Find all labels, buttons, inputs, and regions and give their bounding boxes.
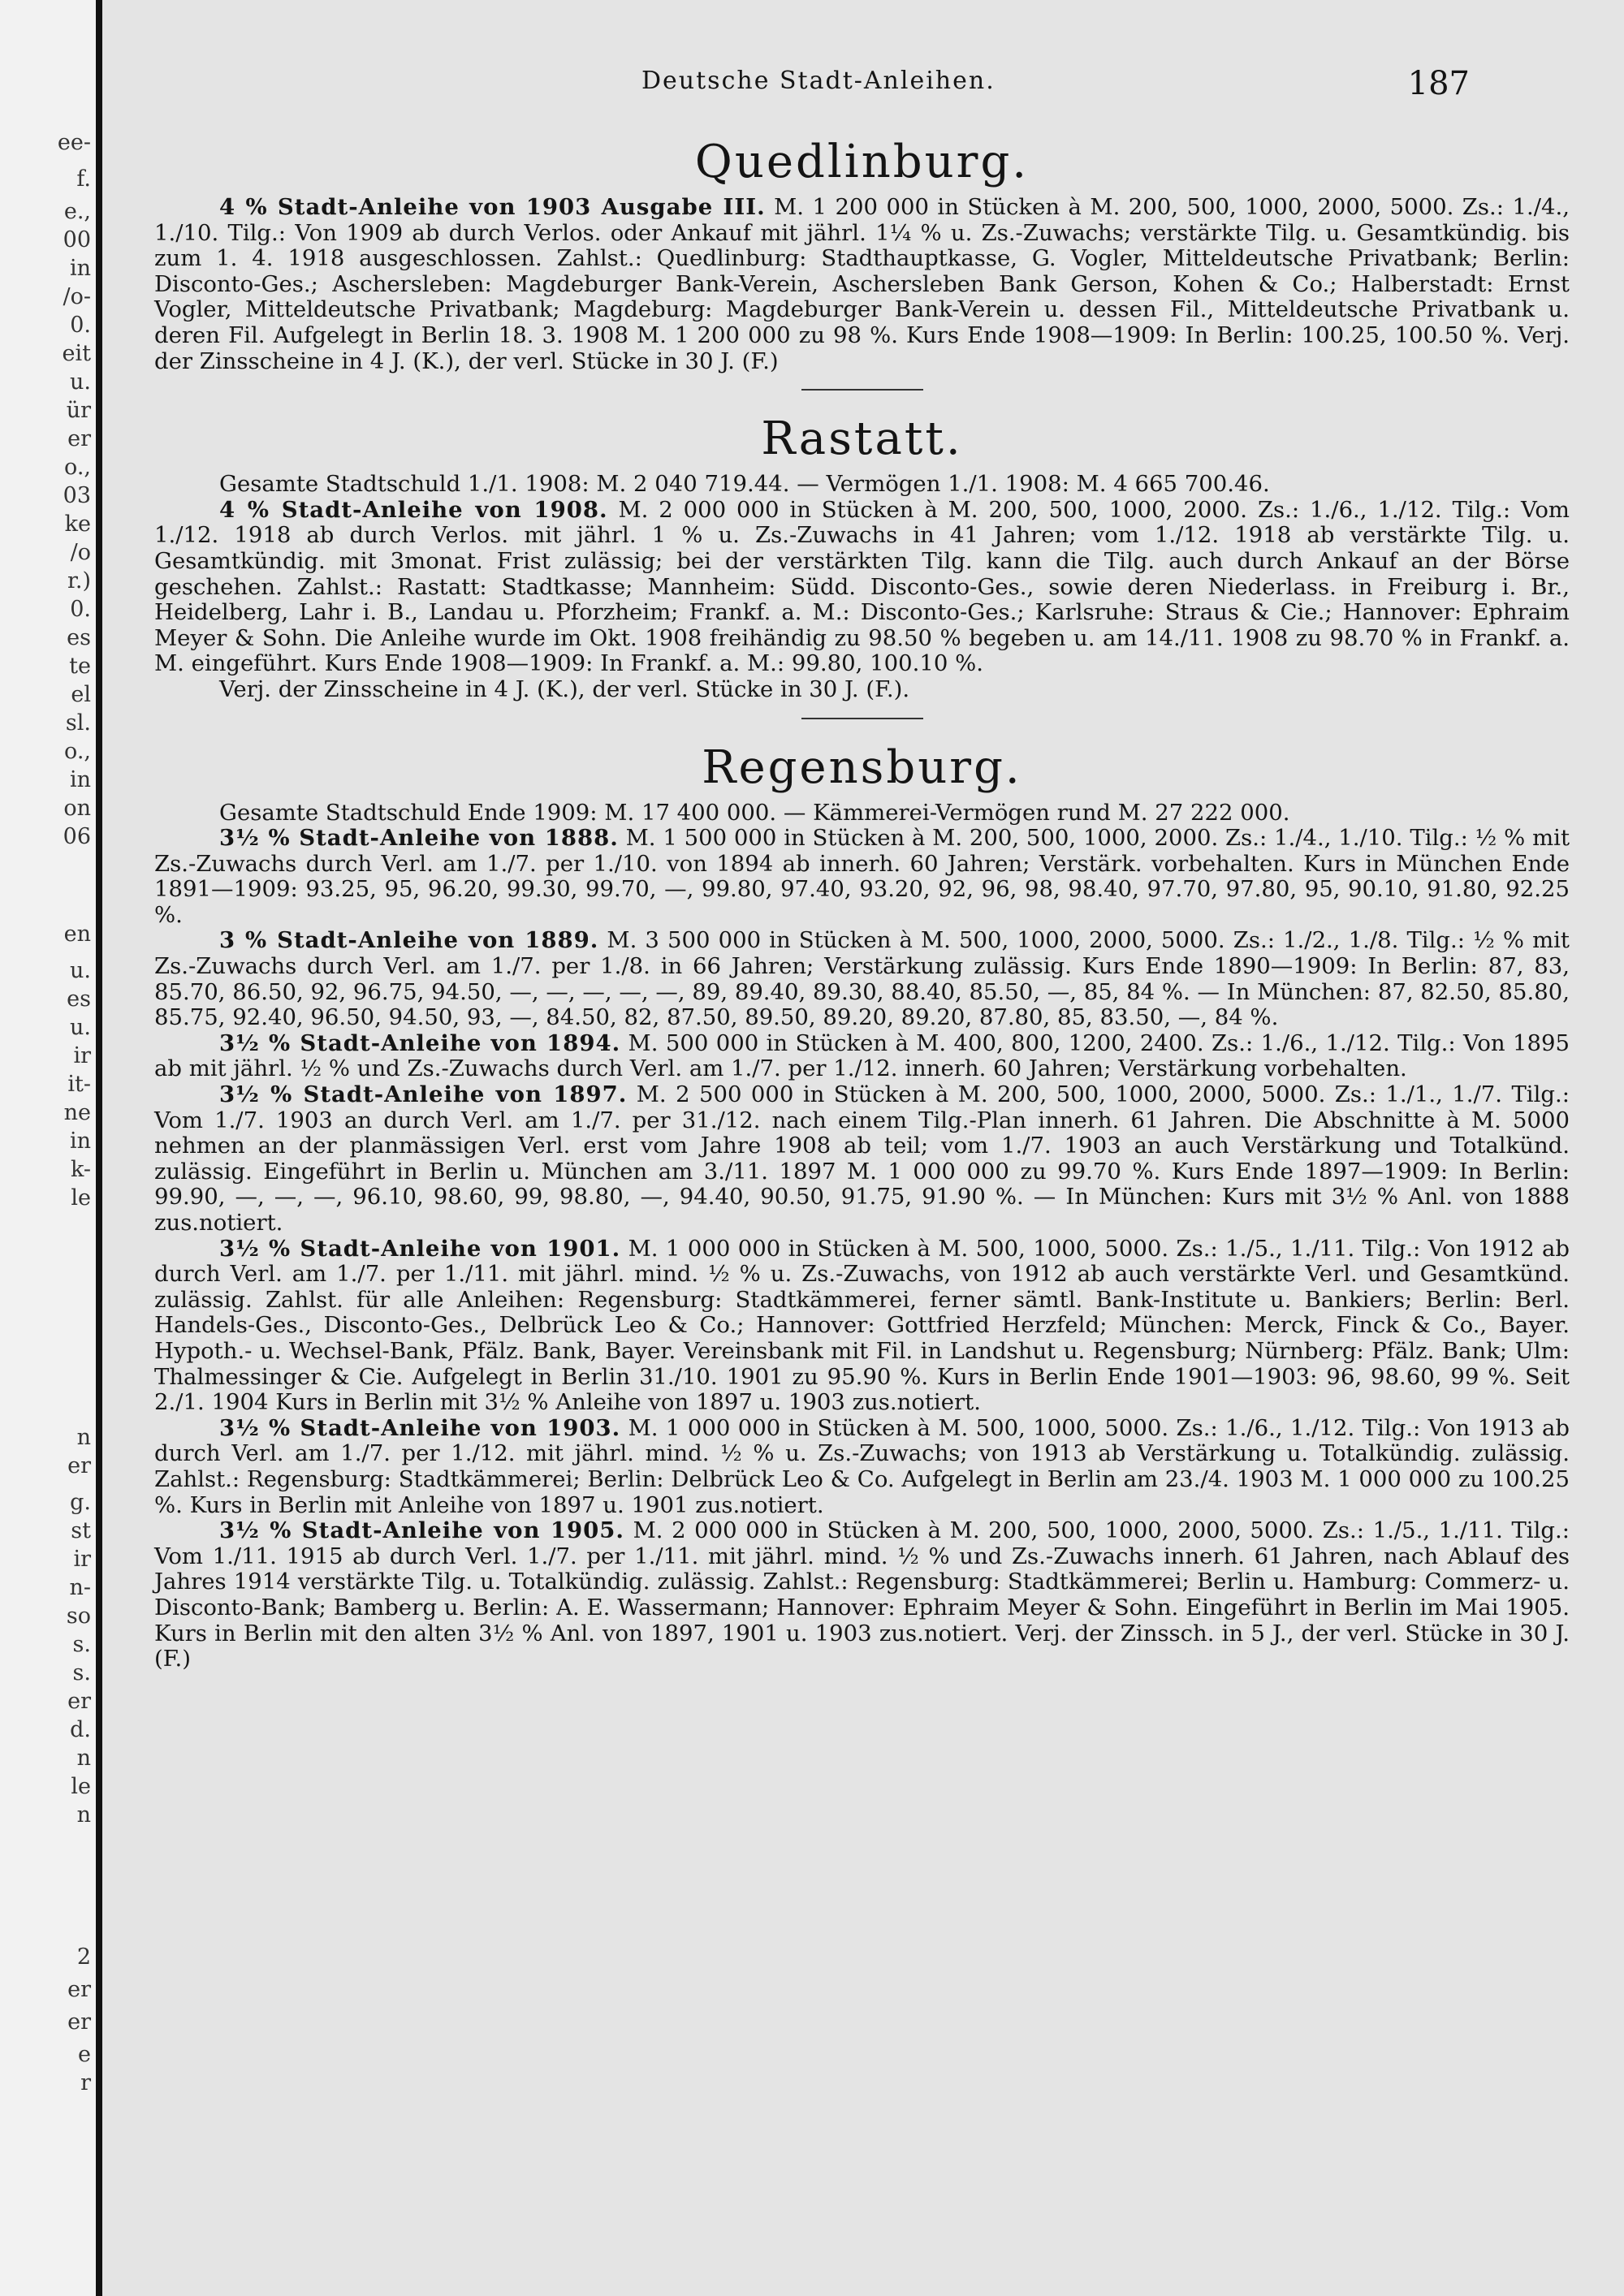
margin-fragment: on (63, 796, 91, 821)
margin-fragment: n (76, 1746, 91, 1771)
margin-fragment: ir (73, 1043, 91, 1068)
margin-fragment: in (69, 256, 91, 281)
margin-fragment: 0. (70, 597, 91, 622)
paragraph-text: M. 1 000 000 in Stücken à M. 500, 1000, 5000. Zs.: 1./5., 1./11. Tilg.: Von 1912 ab durch Verl. am 1./7. per 1./11. mit jährl. mind. ½ % u. Zs.-Zuwachs, von 1912 ab auch verstärkte Verl. und Gesamtkünd. zulässig. Zahlst. für alle Anleihen: Regensburg: Stadtkämmerei, ferner sämtl. Bank-Institute u. Bankiers; Berlin: Berl. Handels-Ges., Disconto-Ges., Delbrück Leo & Co.; Hannover: Gottfried Herzfeld; München: Merck, Finck & Co., Bayer. Hypoth.- u. Wechsel-Bank, Pfälz. Bank, Bayer. Vereinsbank mit Fil. in Landshut u. Regensburg; Nürnberg: Pfälz. Bank; Ulm: Thalmessinger & Cie. Aufgelegt in Berlin 31./10. 1901 zu 95.90 %. Kurs in Berlin Ende 1901—1903: 96, 98.60, 99 %. Seit 2./1. 1904 Kurs in Berlin mit 3½ % Anleihe von 1897 u. 1903 zus.notiert. (154, 1235, 1570, 1416)
margin-fragment: er (67, 1689, 91, 1714)
section-title-rastatt: Rastatt. (761, 412, 963, 466)
paragraph (154, 472, 1570, 498)
margin-fragment: n (76, 1802, 91, 1828)
paragraph (154, 928, 1570, 1030)
margin-fragment: u. (70, 958, 91, 983)
paragraph (154, 826, 1570, 928)
margin-fragment: s. (72, 1660, 91, 1685)
margin-fragment: k- (70, 1157, 91, 1182)
margin-fragment: s. (72, 1632, 91, 1657)
margin-fragment: el (71, 682, 91, 707)
margin-fragment: in (69, 767, 91, 792)
margin-fragment: 03 (63, 483, 91, 508)
margin-fragment: ür (66, 398, 91, 423)
margin-fragment: sl. (65, 710, 91, 736)
margin-fragment: er (67, 2009, 91, 2035)
loan-heading: 3½ % Stadt-Anleihe von 1897. (219, 1081, 628, 1108)
paragraph (154, 1518, 1570, 1672)
margin-fragment: er (67, 426, 91, 451)
margin-fragment: e., (63, 199, 91, 224)
paragraph (154, 1416, 1570, 1518)
loan-heading: 3½ % Stadt-Anleihe von 1894. (219, 1029, 621, 1056)
margin-fragment: le (71, 1774, 91, 1799)
margin-fragment: 06 (63, 824, 91, 849)
margin-fragment: r.) (67, 568, 91, 593)
margin-fragment: o., (64, 739, 91, 764)
margin-fragment: o., (64, 455, 91, 480)
margin-fragment: eit (62, 341, 91, 366)
paragraph-text: M. 2 000 000 in Stücken à M. 200, 500, 1000, 2000, 5000. Zs.: 1./5., 1./11. Tilg.: Vom 1./11. 1915 ab durch Verl. 1./7. per 1./11. mit jährl. mind. ½ % und Zs.-Zuwachs innerh. 61 Jahren, nach Ablauf des Jahres 1914 verstärkte Tilg. u. Totalkündig. zulässig. Zahlst.: Regensburg: Stadtkämmerei; Berlin u. Hamburg: Commerz- u. Disconto-Bank; Bamberg u. Berlin: A. E. Wassermann; Hannover: Ephraim Meyer & Sohn. Eingeführt in Berlin im Mai 1905. Kurs in Berlin mit den alten 3½ % Anl. von 1897, 1901 u. 1903 zus.notiert. Verj. der Zinssch. in 5 J., der verl. Stücke in 30 J. (F.) (154, 1517, 1570, 1672)
margin-fragment: n (76, 1425, 91, 1450)
page-number: 187 (1407, 65, 1470, 102)
margin-fragment: te (69, 654, 91, 679)
margin-fragment: u. (70, 369, 91, 395)
margin-fragment: e (78, 2042, 91, 2067)
margin-fragment: en (63, 921, 91, 947)
paragraph-text: Gesamte Stadtschuld 1./1. 1908: M. 2 040 719.44. — Vermögen 1./1. 1908: M. 4 665 700.46. (219, 471, 1270, 498)
paragraph-text: Gesamte Stadtschuld Ende 1909: M. 17 400 000. — Kämmerei-Vermögen rund M. 27 222 000. (219, 799, 1290, 826)
margin-fragment: ir (73, 1547, 91, 1572)
paragraph (154, 677, 1570, 703)
running-head: Deutsche Stadt-Anleihen. (641, 67, 996, 95)
margin-fragment: ke (64, 511, 91, 537)
paragraph (154, 801, 1570, 826)
paragraph-text: Verj. der Zinsscheine in 4 J. (K.), der verl. Stücke in 30 J. (F.). (219, 675, 910, 702)
paragraph (154, 195, 1570, 374)
loan-heading: 3½ % Stadt-Anleihe von 1903. (219, 1414, 621, 1441)
margin-fragment: er (67, 1977, 91, 2002)
margin-fragment: 2 (76, 1944, 91, 1970)
loan-heading: 3½ % Stadt-Anleihe von 1888. (219, 825, 619, 852)
paragraph (154, 1082, 1570, 1236)
margin-fragment: st (71, 1518, 91, 1543)
margin-fragment: ne (63, 1100, 91, 1125)
page (102, 0, 1624, 2296)
margin-fragment: 00 (63, 227, 91, 252)
margin-fragment: it- (67, 1072, 91, 1097)
text-column (154, 130, 1570, 1672)
loan-heading: 4 % Stadt-Anleihe von 1903 Ausgabe III. (219, 194, 766, 220)
margin-fragment: le (71, 1185, 91, 1211)
paragraph-text: M. 2 000 000 in Stücken à M. 200, 500, 1000, 2000. Zs.: 1./6., 1./12. Tilg.: Vom 1./12. 1918 ab durch Verlos. mit jährl. 1 % u. Zs.-Zuwachs in 41 Jahren; vom 1./12. 1918 ab verstärkte Tilg. u. Gesamtkündig. mit 3monat. Frist zulässig; bei der verstärkten Tilg. kann die Tilg. auch durch Ankauf an der Börse geschehen. Zahlst.: Rastatt: Stadtkasse; Mannheim: Südd. Disconto-Ges., sowie deren Niederlass. in Freiburg i. Br., Heidelberg, Lahr i. B., Landau u. Pforzheim; Frankf. a. M.: Disconto-Ges.; Karlsruhe: Straus & Cie.; Hannover: Ephraim Meyer & Sohn. Die Anleihe wurde im Okt. 1908 freihändig zu 98.50 % begeben u. am 14./11. 1908 zu 98.70 % in Frankf. a. M. eingeführt. Kurs Ende 1908—1909: In Frankf. a. M.: 99.80, 100.10 %. (154, 496, 1570, 677)
paragraph-text: M. 1 200 000 in Stücken à M. 200, 500, 1000, 2000, 5000. Zs.: 1./4., 1./10. Tilg.: Von 1909 ab durch Verlos. oder Ankauf mit jährl. 1¼ % u. Zs.-Zuwachs; verstärkte Tilg. u. Gesamtkündig. bis zum 1. 4. 1918 ausgeschlossen. Zahlst.: Quedlinburg: Stadthauptkasse, G. Vogler, Mitteldeutsche Privatbank; Berlin: Disconto-Ges.; Aschersleben: Magdeburger Bank-Verein, Aschersleben Bank Gerson, Kohen & Co.; Halberstadt: Ernst Vogler, Mitteldeutsche Privatbank; Magdeburg: Magdeburger Bank-Verein u. dessen Fil., Mitteldeutsche Privatbank u. deren Fil. Aufgelegt in Berlin 18. 3. 1908 M. 1 200 000 zu 98 %. Kurs Ende 1908—1909: In Berlin: 100.25, 100.50 %. Verj. der Zinsscheine in 4 J. (K.), der verl. Stücke in 30 J. (F.) (154, 194, 1570, 374)
margin-fragment: es (67, 986, 91, 1012)
paragraph (154, 1031, 1570, 1082)
margin-fragment: in (69, 1129, 91, 1154)
margin-fragment: es (67, 625, 91, 650)
section-divider (801, 718, 923, 719)
paragraph-text: M. 1 500 000 in Stücken à M. 200, 500, 1000, 2000. Zs.: 1./4., 1./10. Tilg.: ½ % mit Zs.-Zuwachs durch Verl. am 1./7. per 1./10. von 1894 ab innerh. 60 Jahren; Verstärk. vorbehalten. Kurs in München Ende 1891—1909: 93.25, 95, 96.20, 99.30, 99.70, —, 99.80, 97.40, 93.20, 92, 96, 98, 98.40, 97.70, 97.80, 95, 90.10, 91.80, 92.25 %. (154, 825, 1570, 928)
paragraph-text: M. 1 000 000 in Stücken à M. 500, 1000, 5000. Zs.: 1./6., 1./12. Tilg.: Von 1913 ab durch Verl. am 1./7. per 1./12. mit jährl. mind. ½ % u. Zs.-Zuwachs; von 1913 ab Verstärkung u. Totalkündig. zulässig. Zahlst.: Regensburg: Stadtkämmerei; Berlin: Delbrück Leo & Co. Aufgelegt in Berlin am 23./4. 1903 M. 1 000 000 zu 100.25 %. Kurs in Berlin mit Anleihe von 1897 u. 1901 zus.notiert. (154, 1414, 1570, 1518)
loan-heading: 3½ % Stadt-Anleihe von 1901. (219, 1235, 621, 1262)
margin-fragment: n- (69, 1575, 91, 1600)
page-gutter (96, 0, 102, 2296)
section-title-quedlinburg: Quedlinburg. (694, 136, 1030, 188)
loan-heading: 3½ % Stadt-Anleihe von 1905. (219, 1517, 625, 1544)
margin-fragment: so (66, 1603, 91, 1629)
margin-fragment: /o (70, 540, 91, 565)
loan-heading: 3 % Stadt-Anleihe von 1889. (219, 927, 599, 954)
margin-fragment: er (67, 1453, 91, 1478)
margin-fragment: f. (76, 166, 91, 192)
margin-fragment: d. (70, 1717, 91, 1742)
paragraph (154, 498, 1570, 677)
margin-fragment: u. (70, 1015, 91, 1040)
section-title-regensburg: Regensburg. (702, 740, 1022, 794)
section-divider (801, 389, 923, 391)
margin-fragment: ee- (57, 130, 91, 155)
paragraph (154, 1236, 1570, 1416)
margin-fragment: 0. (70, 313, 91, 338)
margin-fragment: /o- (63, 284, 91, 309)
margin-fragment: r (80, 2070, 91, 2095)
margin-fragment: g. (70, 1490, 91, 1515)
loan-heading: 4 % Stadt-Anleihe von 1908. (219, 496, 608, 523)
paragraph-text: M. 2 500 000 in Stücken à M. 200, 500, 1000, 2000, 5000. Zs.: 1./1., 1./7. Tilg.: Vom 1./7. 1903 an durch Verl. am 1./7. per 31./12. nach einem Tilg.-Plan innerh. 61 Jahren. Die Abschnitte à M. 5000 nehmen an der planmässigen Verl. erst vom Jahre 1908 ab teil; vom 1./7. 1903 an auch Verstärkung und Totalkünd. zulässig. Eingeführt in Berlin u. München am 3./11. 1897 M. 1 000 000 zu 99.70 %. Kurs Ende 1897—1909: In Berlin: 99.90, —, —, —, 96.10, 98.60, 99, 98.80, —, 94.40, 90.50, 91.75, 91.90 %. — In München: Kurs mit 3½ % Anl. von 1888 zus.notiert. (154, 1081, 1570, 1236)
paragraph-text: M. 500 000 in Stücken à M. 400, 800, 1200, 2400. Zs.: 1./6., 1./12. Tilg.: Von 1895 ab mit jährl. ½ % und Zs.-Zuwachs durch Verl. am 1./7. per 1./12. innerh. 60 Jahren; Verstärkung vorbehalten. (154, 1029, 1570, 1082)
paragraph-text: M. 3 500 000 in Stücken à M. 500, 1000, 2000, 5000. Zs.: 1./2., 1./8. Tilg.: ½ % mit Zs.-Zuwachs durch Verl. am 1./7. per 1./8. in 66 Jahren; Verstärkung zulässig. Kurs Ende 1890—1909: In Berlin: 87, 83, 85.70, 86.50, 92, 96.75, 94.50, —, —, —, —, —, 89, 89.40, 89.30, 88.40, 85.50, —, 85, 84 %. — In München: 87, 82.50, 85.80, 85.75, 92.40, 96.50, 94.50, 93, —, 84.50, 82, 87.50, 89.50, 89.20, 89.20, 87.80, 85, 83.50, —, 84 %. (154, 927, 1570, 1031)
left-margin-bleed (0, 0, 96, 2296)
